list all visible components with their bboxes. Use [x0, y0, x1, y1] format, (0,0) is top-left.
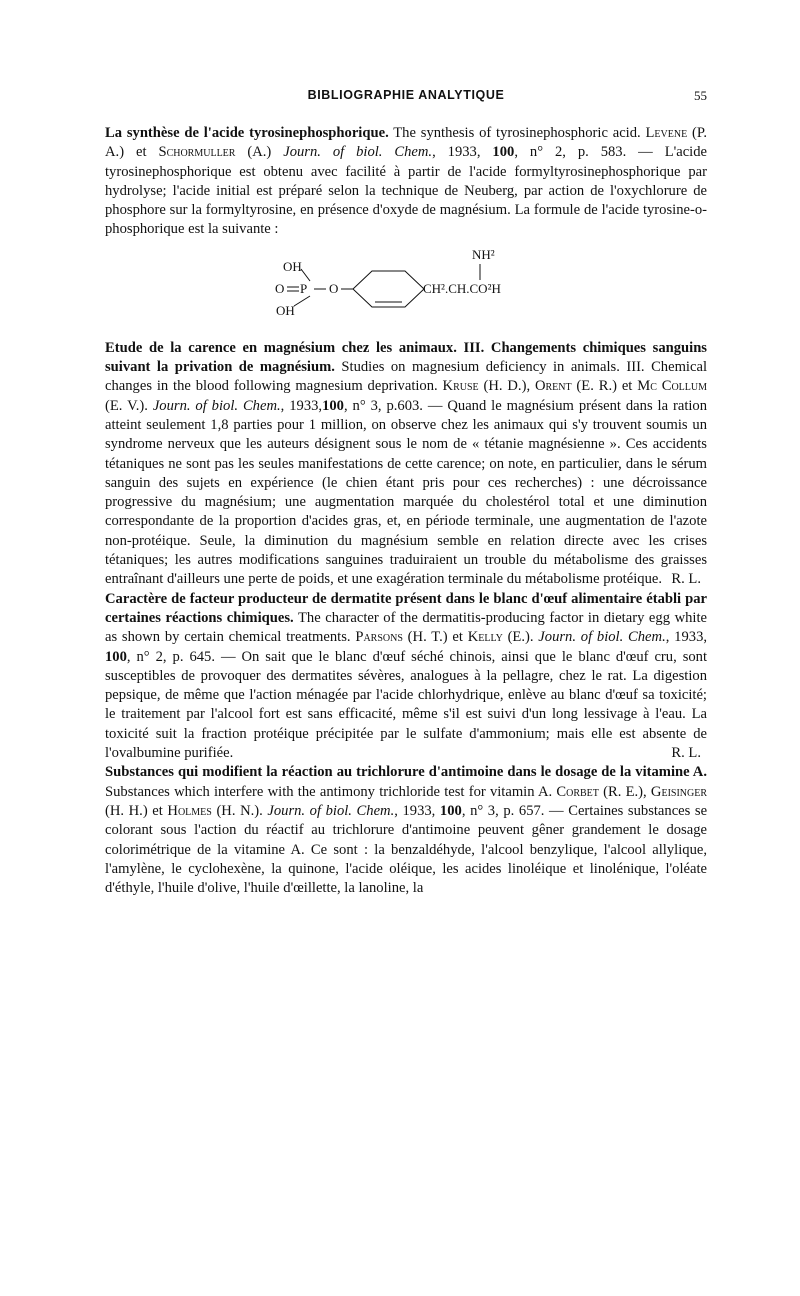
author: Orent (E. R.): [534, 378, 617, 395]
chemical-formula: [105, 244, 707, 319]
reference-year: 1933: [289, 397, 319, 414]
running-head-title: BIBLIOGRAPHIE ANALYTIQUE: [307, 88, 505, 102]
dash: —: [638, 144, 653, 161]
journal-name: Journ. of biol. Chem.: [283, 144, 433, 161]
number-prefix: n°: [529, 144, 544, 161]
page-prefix: p.: [172, 648, 184, 665]
reference-year: 1933: [674, 629, 704, 646]
dash: —: [549, 802, 564, 819]
author: Geisinger (H. H.): [105, 783, 708, 819]
page-prefix: p.: [577, 144, 589, 161]
journal-name: Journ. of biol. Chem.: [152, 397, 281, 414]
formula-oh-top: OH: [283, 258, 302, 274]
article-egg-white-dermatitis: Caractère de facteur producteur de dermatite présent dans le blanc d'œuf alimentaire établi par certaines réactions chimiques. The character of the dermatitis-producing factor in dietary egg white as shown by certain chemical treatments. Parsons (H. T.) et Kelly (E.). Journ. of biol. Chem., 1933, 100, n° 2, p. 645. — On sait que le blanc d'œuf séché chinois, ainsi que le blanc d'œuf cru, sont susceptibles de provoquer des dermatites sévères, analogues à la pellagre, chez le rat. La digestion pepsique, de même que l'action ménagée par l'acide chlorhydrique, enlève au blanc d'œuf sa toxicité; le traitement par l'alcool fort est sans efficacité, même s'il est suivi d'un long lessivage à l'eau. La toxicité suit la fraction protéique précipitée par le sulfate d'ammonium; mais elle est absente de l'ovalbumine purifiée. R. L.: [105, 590, 707, 764]
article-title: Substances qui modifient la réaction au trichlorure d'antimoine dans le dosage de la vitamine A.: [105, 764, 707, 781]
article-translation: The character of the dermatitis-producing factor in dietary egg white as shown by certain chemical treatments.: [105, 609, 707, 646]
reference-page: 583: [600, 144, 623, 161]
formula-side-chain: CH².CH.CO²H: [423, 280, 501, 296]
journal-page: [105, 88, 707, 898]
author: Corbet (R. E.): [556, 783, 644, 800]
article-body: L'acide tyrosinephosphorique est obtenu avec facilité à partir de l'acide formyltyrosinephosphorique par hydrolyse; l'acide initial est préparé selon la technique de Neuberg, par action de l'oxychlorure de phosphore sur la formyltyrosine, en présence d'oxyde de magnésium. La formule de l'acide tyrosine-o-phosphorique est la suivante :: [105, 144, 708, 238]
author: Mc Collum (E. V.): [105, 378, 708, 414]
tyrosine-phosphate-structure: [105, 244, 707, 319]
article-title: Caractère de facteur producteur de dermatite présent dans le blanc d'œuf alimentaire établi par certaines réactions chimiques.: [105, 590, 707, 626]
article-translation: Substances which interfere with the antimony trichloride test for vitamin A.: [105, 783, 553, 800]
reference-year: 1933: [447, 144, 477, 161]
author: Kruse (H. D.): [442, 378, 527, 395]
reference-number: 2: [554, 144, 563, 161]
author: Schormuller (A.): [158, 144, 272, 161]
formula-o: O: [275, 280, 285, 296]
article-title: La synthèse de l'acide tyrosinephosphorique.: [105, 125, 389, 141]
reference-page: 657: [518, 802, 541, 819]
reference-volume: 100: [439, 802, 462, 819]
article-title: Etude de la carence en magnésium chez les animaux. III. Changements chimiques sanguins suivant la privation de magnésium.: [105, 339, 707, 376]
article-vitamin-a-interference: Substances qui modifient la réaction au trichlorure d'antimoine dans le dosage de la vitamine A. Substances which interfere with the antimony trichloride test for vitamin A. Corbet (R. E.), Geisinger (H. H.) et Holmes (H. N.). Journ. of biol. Chem., 1933, 100, n° 3, p. 657. — Certaines substances se colorant sous l'action du réactif au trichlorure d'antimoine peuvent gêner grandement le dosage colorimétrique de la vitamine A. Ce sont : la benzaldéhyde, l'alcool benzylique, l'alcool allylique, l'amylène, le cyclohexène, la quinone, l'acide oléique, les acides linoléique et linolénique, l'oléate d'éthyle, l'huile d'olive, l'huile d'œillette, la lanoline, la: [105, 764, 708, 897]
formula-o-bridge: O: [329, 280, 339, 296]
article-body: Certaines substances se colorant sous l'action du réactif au trichlorure d'antimoine peuvent gêner grandement le dosage colorimétrique de la vitamine A. Ce sont : la benzaldéhyde, l'alcool benzylique, l'alcool allylique, l'amylène, le cyclohexène, la quinone, l'acide oléique, les acides linoléique et linolénique, l'oléate d'éthyle, l'huile d'olive, l'huile d'œillette, la lanoline, la: [105, 802, 708, 897]
reference-page: 603: [397, 397, 420, 414]
bond-line: [294, 296, 310, 306]
author: Parsons (H. T.): [355, 629, 448, 646]
conjunction: et: [152, 802, 163, 819]
running-head: [105, 88, 707, 110]
reference-number: 3: [487, 802, 496, 819]
author: Levene (P. A.): [105, 125, 707, 161]
article-tyrosinephosphoric-acid: La synthèse de l'acide tyrosinephosphorique. The synthesis of tyrosinephosphoric acid. Levene (P. A.) et Schormuller (A.) Journ. of biol. Chem., 1933, 100, n° 2, p. 583. — L'acide tyrosinephosphorique est obtenu avec facilité à partir de l'acide formyltyrosinephosphorique par hydrolyse; l'acide initial est préparé selon la technique de Neuberg, par action de l'oxychlorure de phosphore sur la formyltyrosine, en présence d'oxyde de magnésium. La formule de l'acide tyrosine-o-phosphorique est la suivante :: [105, 125, 708, 238]
author: Kelly (E.): [467, 629, 530, 646]
formula-p: P: [300, 280, 308, 296]
journal-name: Journ. of biol. Chem.: [267, 802, 395, 819]
author: Holmes (H. N.): [167, 802, 260, 819]
article-body: Quand le magnésium présent dans la ration atteint seulement 1,8 parties pour 1 million, on observe chez les animaux qui s'y trouvent soumis un syndrome nerveux que les auteurs désignent sous le nom de « tétanie magnésienne ». Ces accidents tétaniques ne sont pas les seules manifestations de cette carence; on note, en particulier, dans le sérum sanguin des sujets en expérience (le chien étant pris pour ces recherches) : une décroissance progressive du magnésium; une augmentation marquée du cholestérol total et une diminution correspondante de la proportion d'acides gras, et, en période terminale, une augmentation de l'azote non-protéique. Seule, la diminution du magnésium semble en relation directe avec les crises tétaniques; les autres modifications sanguines traduiraient un trouble du métabolisme des graisses entraînant d'ailleurs une perte de poids, et une exagération terminale du métabolisme protéique.: [105, 397, 708, 588]
article-magnesium-deficiency: Etude de la carence en magnésium chez les animaux. III. Changements chimiques sanguins suivant la privation de magnésium. Studies on magnesium deficiency in animals. III. Chemical changes in the blood following magnesium deprivation. Kruse (H. D.), Orent (E. R.) et Mc Collum (E. V.). Journ. of biol. Chem., 1933,100, n° 3, p.603. — Quand le magnésium présent dans la ration atteint seulement 1,8 parties pour 1 million, on observe chez les animaux qui s'y trouvent soumis un syndrome nerveux que les auteurs désignent sous le nom de « tétanie magnésienne ». Ces accidents tétaniques ne sont pas les seules manifestations de cette carence; on note, en particulier, dans le sérum sanguin des sujets en expérience (le chien étant pris pour ces recherches) : une décroissance progressive du magnésium; une augmentation marquée du cholestérol total et une diminution correspondante de la proportion d'acides gras, et, en période terminale, une augmentation de l'azote non-protéique. Seule, la diminution du magnésium semble en relation directe avec les crises tétaniques; les autres modifications sanguines traduiraient un trouble du métabolisme des graisses entraînant d'ailleurs une perte de poids, et une exagération terminale du métabolisme protéique. R. L.: [105, 339, 707, 590]
formula-oh-bottom: OH: [276, 302, 295, 318]
formula-nh2: NH²: [472, 246, 495, 262]
number-prefix: n°: [352, 397, 366, 414]
article-translation: Studies on magnesium deficiency in animals. III. Chemical changes in the blood following magnesium deprivation.: [105, 359, 707, 395]
page-prefix: p.: [386, 397, 398, 414]
reference-year: 1933: [402, 802, 432, 819]
article-signature: R. L.: [671, 571, 701, 588]
conjunction: et: [621, 378, 633, 395]
number-prefix: n°: [136, 648, 150, 665]
conjunction: et: [452, 629, 463, 646]
reference-number: 3: [370, 397, 378, 414]
conjunction: et: [135, 144, 147, 161]
number-prefix: n°: [470, 802, 484, 819]
reference-page: 645: [189, 648, 212, 665]
bond-line: [301, 269, 310, 281]
journal-name: Journ. of biol. Chem.: [538, 629, 666, 646]
reference-volume: 100: [492, 144, 515, 161]
page-prefix: p.: [503, 802, 515, 819]
article-signature: R. L.: [671, 745, 701, 762]
dash: —: [427, 397, 443, 414]
page-number: 55: [694, 88, 707, 103]
reference-number: 2: [155, 648, 163, 665]
reference-volume: 100: [322, 397, 344, 414]
article-translation: The synthesis of tyrosinephosphoric acid.: [393, 125, 641, 141]
reference-volume: 100: [105, 648, 127, 665]
article-body: On sait que le blanc d'œuf séché chinois, ainsi que le blanc d'œuf cru, sont susceptibles de provoquer des dermatites sévères, analogues à la pellagre, chez le rat. La digestion pepsique, de même que l'action ménagée par l'acide chlorhydrique, enlève au blanc d'œuf sa toxicité; le traitement par l'alcool fort est sans efficacité, même s'il est suivi d'un long lessivage à l'eau. La toxicité suit la fraction protéique précipitée par le sulfate d'ammonium; mais elle est absente de l'ovalbumine purifiée.: [105, 648, 708, 762]
dash: —: [220, 648, 236, 665]
